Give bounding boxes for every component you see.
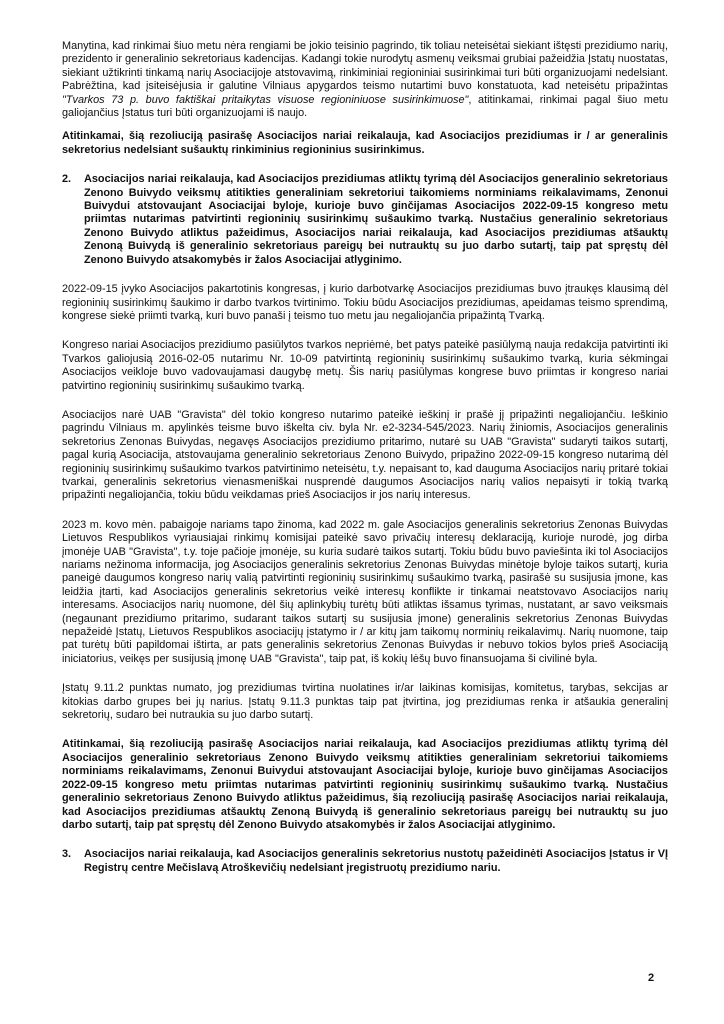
paragraph-congress: 2022-09-15 įvyko Asociacijos pakartotinis kongresas, į kurio darbotvarkę Asociacijos prezidiumas buvo įtraukęs klausimą dėl regioninių susirinkimų šaukimo ir darbo tvarkos tvirtinimo. Tokiu būdu Asociacijos prezidiumas, apeidamas teismo sprendimą, kongrese siekė priimti tvarką, kuri buvo panaši į teismo tuo metu jau negaliojančia pripažintą Tvarką. [62, 283, 668, 322]
item-text: Asociacijos nariai reikalauja, kad Asociacijos generalinis sekretorius nustotų pažeidinėti Asociacijos Įstatus ir VĮ Registrų centre Mečislavą Atroškevičių nedelsiant įregistruotų prezidiumo nariu. [84, 848, 668, 874]
resolution-demand-1: Atitinkamai, šią rezoliuciją pasirašę Asociacijos nariai reikalauja, kad Asociacijos prezidiumas ir / ar generalinis sekretorius nedelsiant sušauktų rinkiminius regioninius susirinkimus. [62, 130, 668, 156]
item-number: 2. [62, 173, 72, 186]
paragraph-declaration: 2023 m. kovo mėn. pabaigoje nariams tapo žinoma, kad 2022 m. gale Asociacijos generalinis sekretorius Zenonas Buivydas Lietuvos Respublikos vyriausiajai rinkimų komisijai pateikė savo privačių interesų deklaraciją, kurioje nurodė, jog dirba įmonėje UAB "Gravista", t.y. toje pačioje įmonėje, su kuria sudarė taikos sutartį. Tokiu būdu buvo paviešinta iki tol Asociacijos nariams nežinoma informacija, jog Asociacijos generalinis sekretorius Zenonas Buivydas minėtoje byloje taikos sutartį, kuria paneigė daugumos kongreso narių valią patvirtinti regioninių susirinkimų sušaukimo tvarką, pasirašė su susijusia įmone, kas leidžia įtarti, kad Asociacijos generalinis sekretorius veikė interesų konflikte ir tinkamai neatstovavo Asociacijos narių interesams. Asociacijos narių nuomone, dėl šių aplinkybių turėtų būti atliktas išsamus tyrimas, nustatant, ar savo veiksmais (negaunant prezidiumo pritarimo, sudarant taikos sutartį su susijusia įmone) generalinis sekretorius Zenonas Buivydas nepažeidė Įstatų, Lietuvos Respublikos asociacijų įstatymo ir / ar kitų jam taikomų norminių reikalavimų. Narių nuomone, taip pat turėtų būti papildomai ištirta, ar pats generalinis sekretorius Zenonas Buivydas ir nebuvo tokios bylos prieš Asociaciją iniciatorius, veikęs per susijusią įmonę UAB "Gravista", taip pat, iš kokių lėšų buvo finansuojama ši civilinė byla. [62, 518, 668, 665]
page-number: 2 [648, 972, 655, 984]
paragraph-gravista: Asociacijos narė UAB "Gravista" dėl tokio kongreso nutarimo pateikė ieškinį ir prašė jį pripažinti negaliojančiu. Ieškinio pagrindu Vilniaus m. apylinkės teisme buvo iškelta civ. byla Nr. e2-3234-545/2023. Narių žiniomis, Asociacijos generalinis sekretorius Zenonas Buivydas, negavęs Asociacijos prezidiumo pritarimo, nutarė su UAB "Gravista" sudaryti taikos sutartį, pagal kurią Asociacija, atstovaujama generalinio sekretoriaus Zenono Buivydo, pripažino 2022-09-15 kongreso nutarimą dėl regioninių susirinkimų sušaukimo tvarkos patvirtinimo neteisėtu, t.y. nepaisant to, kad dauguma Asociacijos narių pritarė tokiai tvarkai, generalinis sekretorius vienasmeniškai nusprendė daugumos Asociacijos narių valios nepaisyti ir tokią tvarką pripažinti negaliojančia, tokiu būdu veikdamas prieš Asociacijos ir jos narių interesus. [62, 408, 668, 502]
numbered-item-3 [62, 848, 668, 875]
resolution-demand-2: Atitinkamai, šią rezoliuciją pasirašę Asociacijos nariai reikalauja, kad Asociacijos prezidiumas atliktų tyrimą dėl Asociacijos generalinio sekretoriaus Zenono Buivydo veiksmų atitikties generaliniam sekretoriui taikomiems norminiams reikalavimams, Zenonui Buivydui atstovaujant Asociacijai byloje, kurioje buvo ginčijamas Asociacijos 2022-09-15 kongreso metu priimtas nutarimas patvirtinti regioninių susirinkimų sušaukimo tvarką. Nustačius generalinio sekretoriaus Zenono Buivydo atliktus pažeidimus, šią rezoliuciją pasirašę Asociacijos nariai reikalauja, kad Asociacijos prezidiumas atšauktų Zenoną Buivydą iš generalinio sekretoriaus pareigų bei nutrauktų su juo darbo sutartį, taip pat spręstų dėl Zenono Buivydo atsakomybės ir žalos Asociacijai atlyginimo. [62, 738, 668, 831]
paragraph-procedure: Kongreso nariai Asociacijos prezidiumo pasiūlytos tvarkos nepriėmė, bet patys pateikė pasiūlymą nauja redakcija patvirtinti iki Tvarkos galiojusią 2016-02-05 nutarimu Nr. 10-09 patvirtintą regioninių susirinkimų sušaukimo tvarką, kuria sėkmingai Asociacijos veikloje buvo vadovaujamasi daugybę metų. Šis narių pasiūlymas kongrese buvo priimtas ir kongreso nariai patvirtino regioninių susirinkimų sušaukimo tvarką. [62, 339, 668, 392]
paragraph-elections: Manytina, kad rinkimai šiuo metu nėra rengiami be jokio teisinio pagrindo, tik toliau neteisėtai siekiant ištęsti prezidiumo narių, prezidento ir generalinio sekretoriaus kadencijas. Kadangi tokie nurodytų asmenų veiksmai grubiai pažeidžia Įstatų nuostatas, siekiant užtikrinti tinkamą narių Asociacijoje atstovavimą, rinkiminiai regioniniai susirinkimai turi būti organizuojami nedelsiant. Pabrėžtina, kad įsiteisėjusia ir galutine Vilniaus apygardos teismo nutartimi buvo konstatuota, kad neteisėtu pripažintas "Tvarkos 73 p. buvo faktiškai pritaikytas visuose regioniniuose susirinkimuose", atitinkamai, rinkimai pagal šiuo metu galiojančius Įstatus turi būti organizuojami iš naujo. [62, 40, 669, 120]
document-page [62, 40, 668, 885]
court-quote: "Tvarkos 73 p. buvo faktiškai pritaikytas visuose regioniniuose susirinkimuose" [62, 93, 469, 106]
item-number: 3. [62, 848, 72, 861]
numbered-item-2 [62, 173, 668, 267]
paragraph-statutes: Įstatų 9.11.2 punktas numato, jog prezidiumas tvirtina nuolatines ir/ar laikinas komisijas, komitetus, tarybas, sekcijas ar kitokias darbo grupes bei jų narius. Įstatų 9.11.3 punktas taip pat įtvirtina, jog prezidiumas renka ir atšaukia generalinį sekretorių, sudaro bei nutraukia su juo darbo sutartį. [62, 682, 668, 722]
item-text: Asociacijos nariai reikalauja, kad Asociacijos prezidiumas atliktų tyrimą dėl Asociacijos generalinio sekretoriaus Zenono Buivydo veiksmų atitikties generaliniam sekretoriui taikomiems norminiams reikalavimams, Zenonui Buivydui atstovaujant Asociacijai byloje, kurioje buvo ginčijamas Asociacijos 2022-09-15 kongreso metu priimtas nutarimas patvirtinti regioninių susirinkimų sušaukimo tvarką. Nustačius generalinio sekretoriaus Zenono Buivydo atliktus pažeidimus, Asociacijos nariai reikalauja, kad Asociacijos prezidiumas atšauktų Zenoną Buivydą iš generalinio sekretoriaus pareigų bei nutrauktų su juo darbo sutartį, taip pat spręstų dėl Zenono Buivydo atsakomybės ir žalos Asociacijai atlyginimo. [84, 173, 668, 266]
